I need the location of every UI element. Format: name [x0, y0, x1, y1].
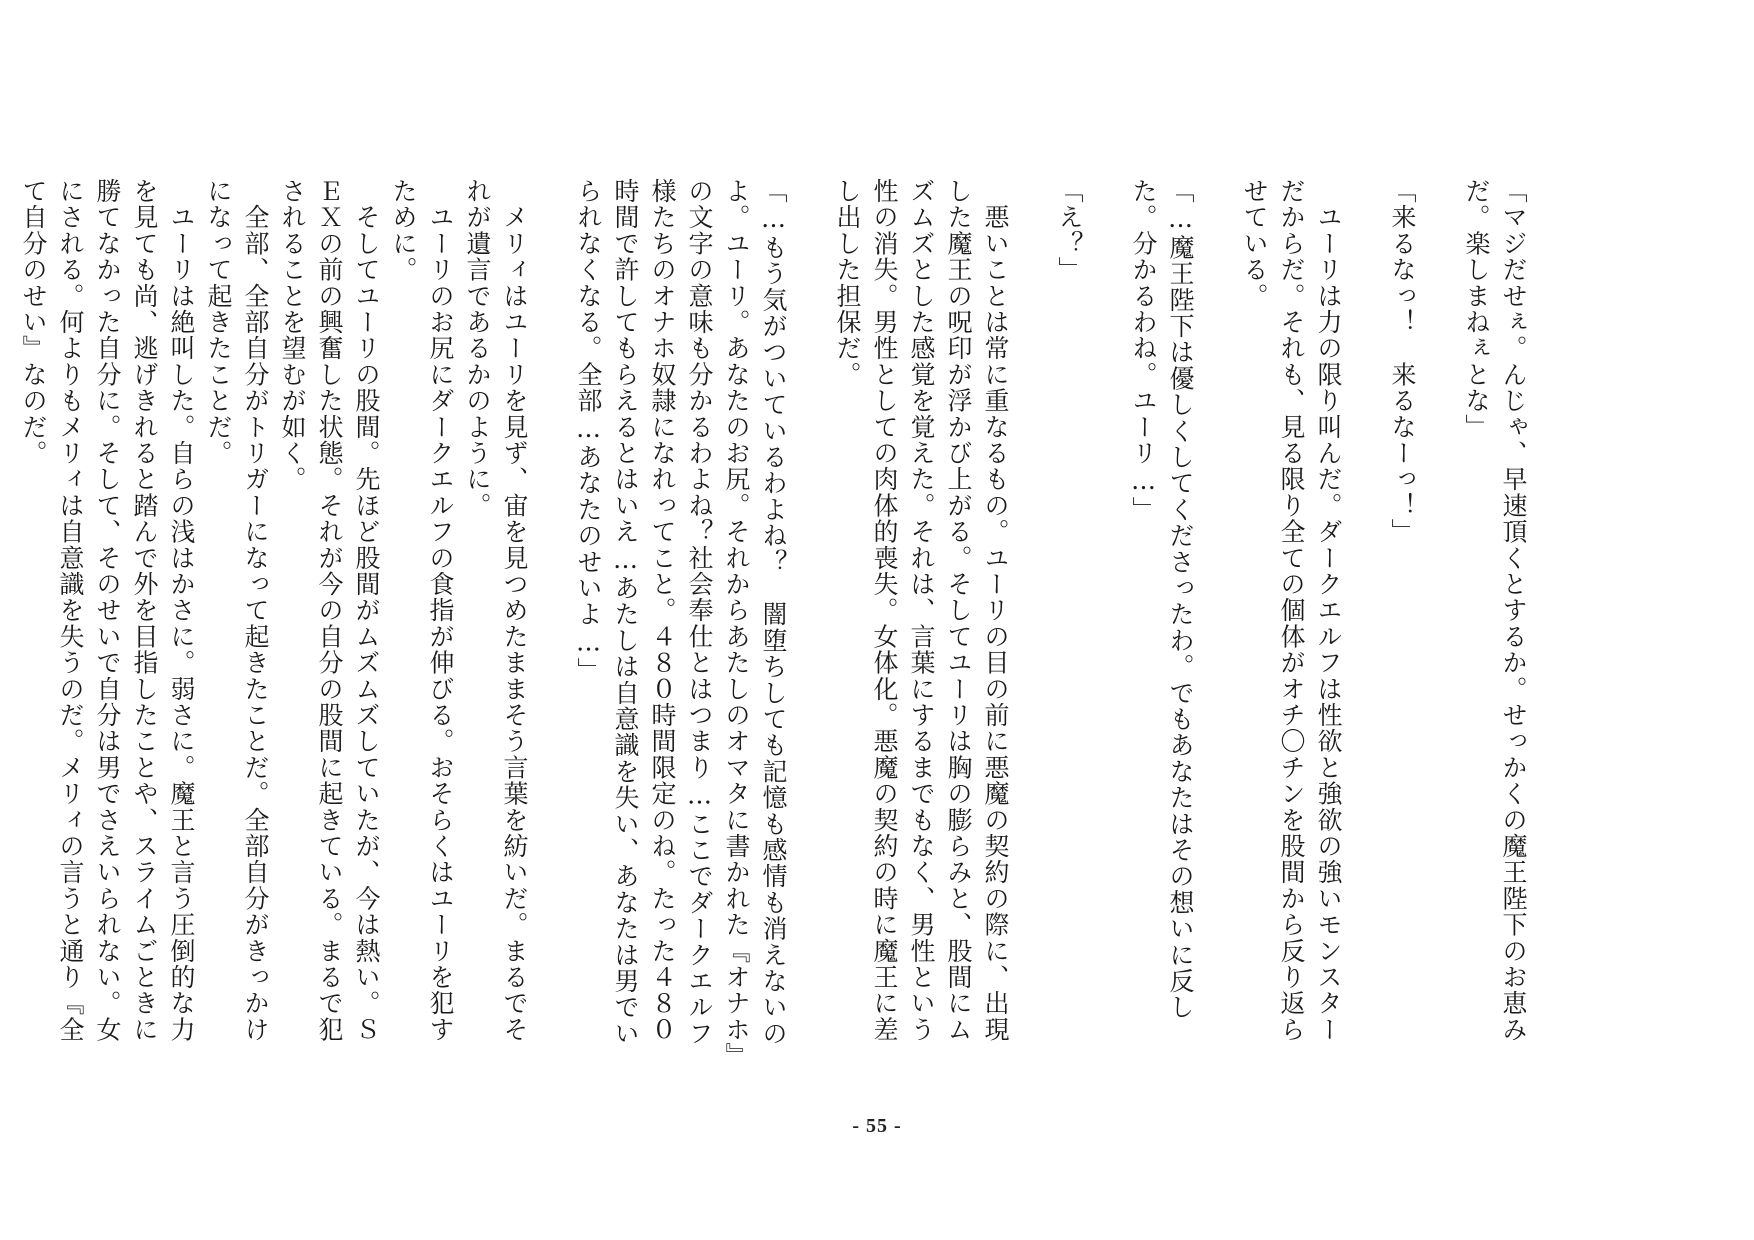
- paragraph: 「…もう気がついているわよね？ 闇堕ちしても記憶も感情も消えないのよ。ユーリ。あなたのお尻。それからあたしのオマタに書かれた『オナホ』の文字の意味も分かるわよね？社会奉仕とはつまり…ここでダークエルフ様たちのオナホ奴隷になれってこと。４８０時間限定のね。たった４８０時間で許してもらえるとはいえ…あたしは自意識を失い、あなたは男でいられなくなる。全部…あなたのせいよ…」: [574, 178, 788, 1057]
- paragraph: 「マジだせぇ。んじゃ、早速頂くとするか。せっかくの魔王陛下のお恵みだ。楽しまねぇとな」: [1462, 178, 1528, 1043]
- paragraph: 「来るなっ！ 来るなーっ！」: [1388, 178, 1417, 545]
- paragraph: ユーリのお尻にダークエルフの食指が伸びる。おそらくはユーリを犯すために。: [389, 178, 455, 1043]
- blank-line: [1347, 178, 1384, 188]
- vertical-body-text: [19, 178, 1532, 1058]
- blank-line: [1421, 178, 1458, 188]
- blank-line: [533, 178, 570, 188]
- blank-line: [1014, 178, 1051, 188]
- paragraph: メリィはユーリを見ず、宙を見つめたままそう言葉を紡いだ。まるでそれが遺言であるかのように。: [463, 178, 529, 1043]
- paragraph: ユーリは力の限り叫んだ。ダークエルフは性欲と強欲の強いモンスターだからだ。それも、見る限り全ての個体がオチ〇チンを股間から反り返らせている。: [1240, 178, 1343, 1043]
- paragraph: 悪いことは常に重なるもの。ユーリの目の前に悪魔の契約の際に、出現した魔王の呪印が浮かび上がる。そしてユーリは胸の膨らみと、股間にムズムズとした感覚を覚えた。それは、言葉にするまでもなく、男性という性の消失。男性としての肉体的喪失。女体化。悪魔の契約の時に魔王に差し出した担保だ。: [833, 178, 1010, 1043]
- blank-line: [1199, 178, 1236, 188]
- paragraph: 「え？」: [1055, 178, 1084, 283]
- blank-line: [792, 178, 829, 188]
- blank-line: [1088, 178, 1125, 188]
- paragraph: ユーリは絶叫した。自らの浅はかさに。弱さに。魔王と言う圧倒的な力を見ても尚、逃げきれると踏んで外を目指したことや、スライムごときに勝てなかった自分に。そして、そのせいで自分は男でさえいられない。女にされる。何よりもメリィは自意識を失うのだ。メリィの言うと通り『全て自分のせい』なのだ。: [19, 178, 196, 1043]
- paragraph: 全部、全部自分がトリガーになって起きたことだ。全部自分がきっかけになって起きたことだ。: [204, 178, 270, 1043]
- page-number: - 55 -: [852, 1115, 902, 1137]
- paragraph: 「…魔王陛下は優しくしてくださったわ。でもあなたはその想いに反した。分かるわね。ユーリ…」: [1129, 178, 1195, 1021]
- paragraph: そしてユーリの股間。先ほど股間がムズムズしていたが、今は熱い。ＳＥＸの前の興奮した状態。それが今の自分の股間に起きている。まるで犯されることを望むが如く。: [278, 178, 381, 1043]
